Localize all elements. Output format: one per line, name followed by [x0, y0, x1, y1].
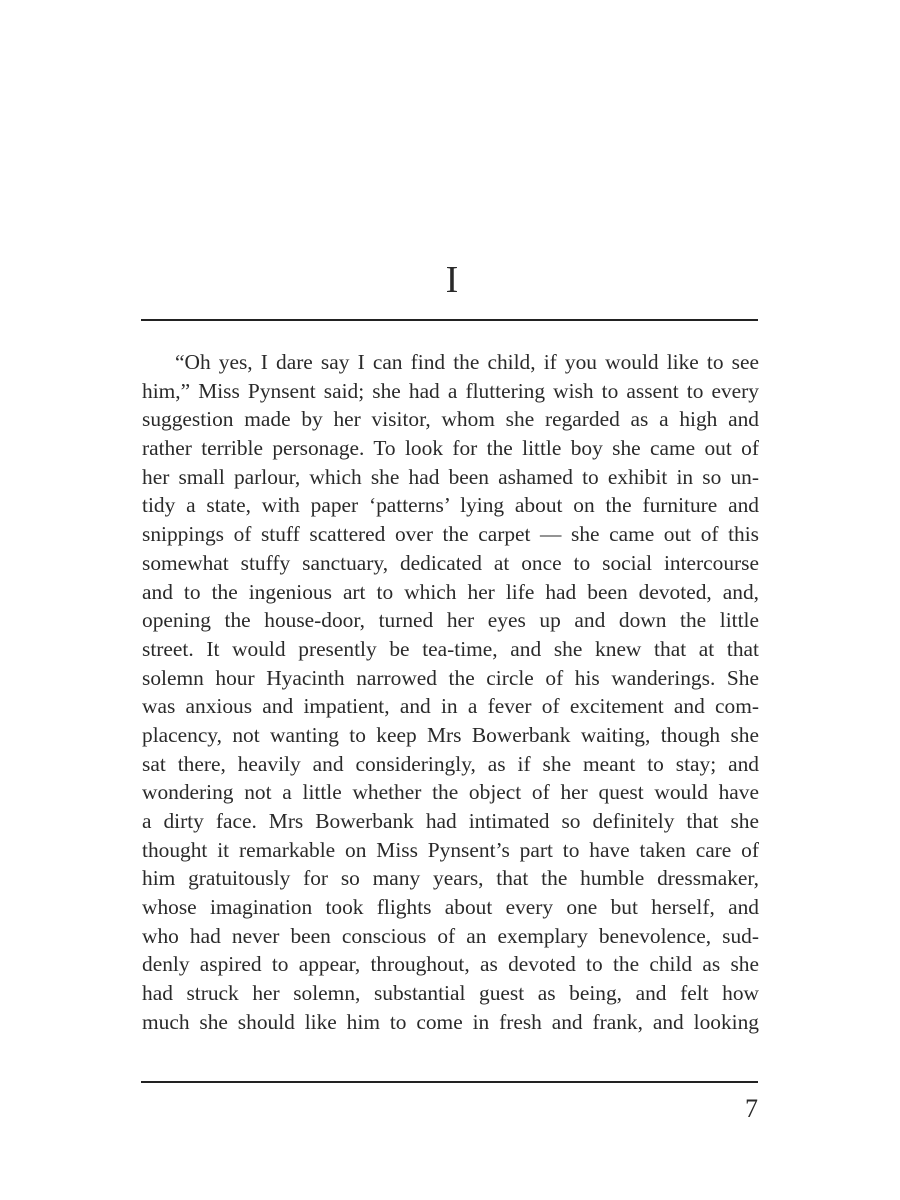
bottom-rule: [141, 1081, 758, 1083]
text-line: him gratuitously for so many years, that the humble dressmaker,: [142, 866, 759, 891]
top-rule: [141, 319, 758, 321]
text-line: placency, not wanting to keep Mrs Bowerbank waiting, though she: [142, 722, 759, 747]
text-line: was anxious and impatient, and in a fever of excitement and com-: [142, 694, 759, 719]
text-line: somewhat stuffy sanctuary, dedicated at once to social intercourse: [142, 550, 759, 575]
body-text: [142, 348, 759, 1037]
text-line: tidy a state, with paper ‘patterns’ lying about on the furniture and: [142, 493, 759, 518]
chapter-numeral: I: [445, 259, 455, 301]
text-line: had struck her solemn, substantial guest as being, and felt how: [142, 981, 759, 1006]
text-line: who had never been conscious of an exemplary benevolence, sud-: [142, 923, 759, 948]
text-line: snippings of stuff scattered over the carpet — she came out of this: [142, 522, 759, 547]
page-number: 7: [745, 1094, 758, 1123]
text-line: wondering not a little whether the object of her quest would have: [142, 780, 759, 805]
text-line: him,” Miss Pynsent said; she had a fluttering wish to assent to every: [142, 378, 759, 403]
text-line: a dirty face. Mrs Bowerbank had intimated so definitely that she: [142, 809, 759, 833]
text-line: denly aspired to appear, throughout, as devoted to the child as she: [142, 952, 759, 977]
text-line: suggestion made by her visitor, whom she regarded as a high and: [142, 407, 759, 432]
text-line: whose imagination took flights about every one but herself, and: [142, 895, 759, 920]
text-line: and to the ingenious art to which her life had been devoted, and,: [142, 579, 759, 604]
text-line: street. It would presently be tea-time, and she knew that at that: [142, 636, 759, 661]
text-line: her small parlour, which she had been ashamed to exhibit in so un-: [142, 464, 759, 489]
text-line: thought it remarkable on Miss Pynsent’s part to have taken care of: [142, 837, 759, 862]
text-line: opening the house-door, turned her eyes up and down the little: [142, 608, 759, 633]
text-line: solemn hour Hyacinth narrowed the circle of his wanderings. She: [142, 665, 759, 690]
text-line: “Oh yes, I dare say I can find the child, if you would like to see: [175, 350, 759, 374]
text-line: rather terrible personage. To look for the little boy she came out of: [142, 436, 759, 461]
text-line: sat there, heavily and consideringly, as if she meant to stay; and: [142, 751, 759, 776]
text-line: much she should like him to come in fresh and frank, and looking: [142, 1009, 759, 1034]
